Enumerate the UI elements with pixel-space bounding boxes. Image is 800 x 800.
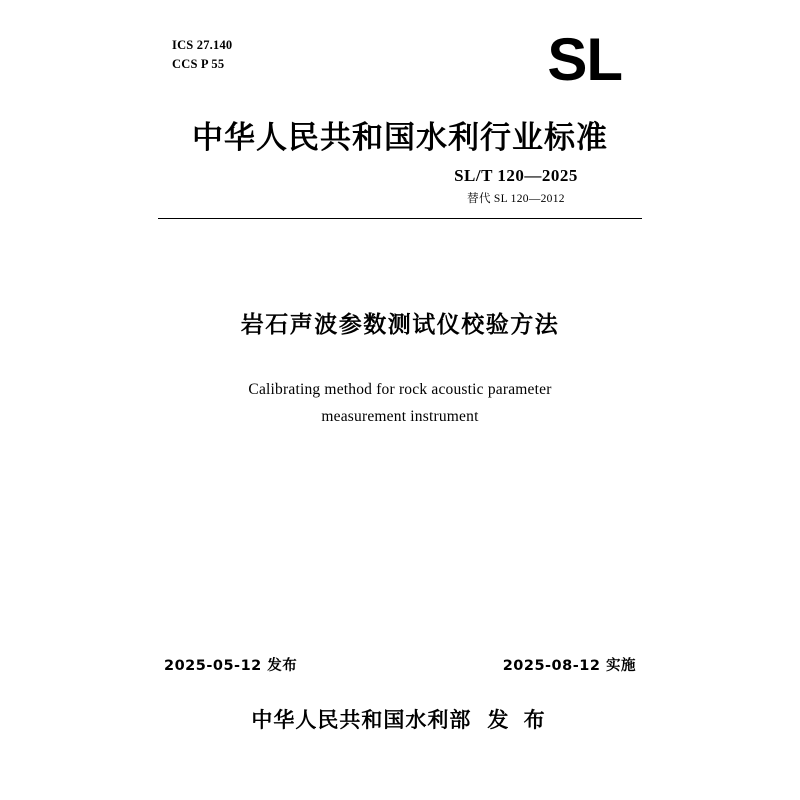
replaces-note: 替代 SL 120—2012 <box>467 193 565 205</box>
issuer-publish-label: 发 布 <box>487 708 549 732</box>
classification-codes <box>172 36 232 75</box>
standard-number: SL/T 120—2025 <box>454 166 578 185</box>
implement-date: 2025-08-12 实施 <box>502 658 636 674</box>
issuer-name: 中华人民共和国水利部 <box>251 708 472 732</box>
header-divider <box>158 218 642 219</box>
issue-date: 2025-05-12 发布 <box>164 658 298 674</box>
document-title-en <box>150 376 650 430</box>
document-title-en-line1: Calibrating method for rock acoustic parameter <box>248 381 552 398</box>
document-title-cn: 岩石声波参数测试仪校验方法 <box>240 312 560 338</box>
ccs-code: CCS P 55 <box>172 57 225 72</box>
dates-row <box>164 654 636 675</box>
standard-number-block <box>406 166 626 206</box>
cover-sheet <box>150 18 650 782</box>
standard-series-title: 中华人民共和国水利行业标准 <box>192 120 608 156</box>
sl-logo: SL <box>547 26 622 93</box>
issuer-line <box>150 704 650 734</box>
ics-code: ICS 27.140 <box>172 38 233 52</box>
document-title-en-line2: measurement instrument <box>321 408 479 426</box>
